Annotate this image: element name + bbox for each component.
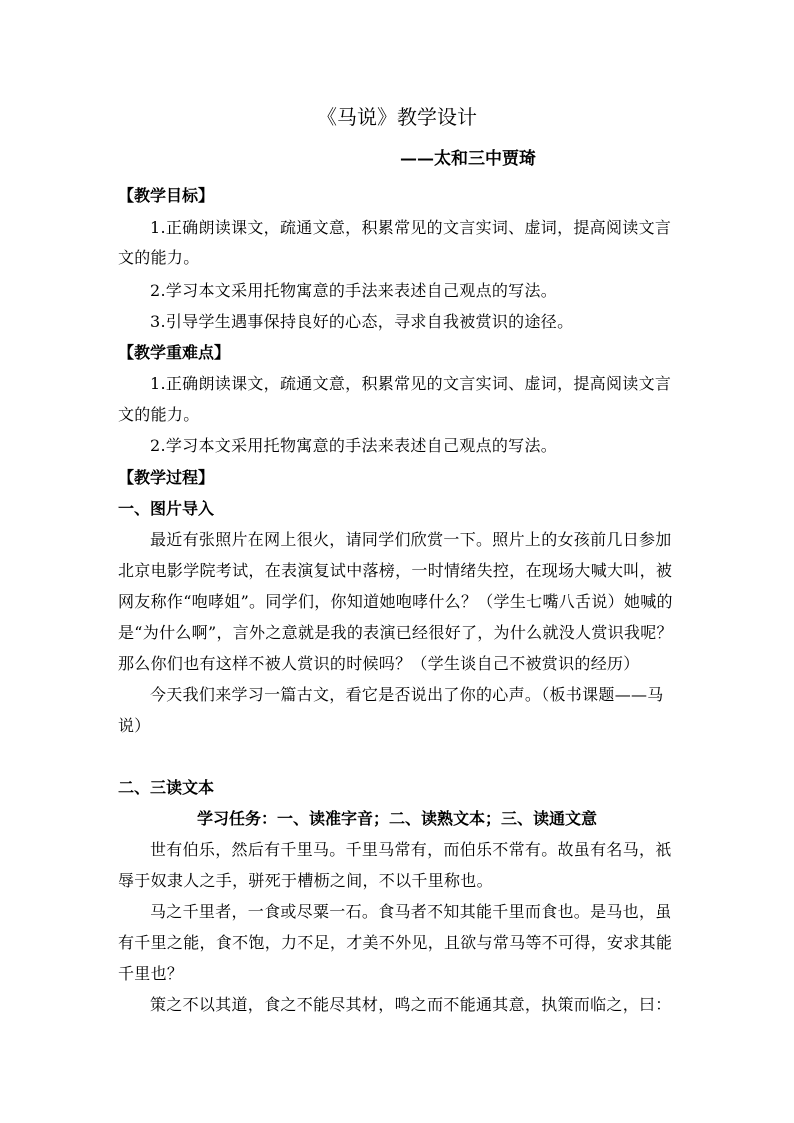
section1-paragraph-line: 今天我们来学习一篇古文，看它是否说出了你的心声。（板书课题——马 bbox=[150, 685, 664, 704]
section1-paragraph-line: 说） bbox=[118, 716, 151, 735]
key-points-heading: 【教学重难点】 bbox=[118, 343, 231, 362]
section1-paragraph-line: 是“为什么啊”，言外之意就是我的表演已经很好了，为什么就没人赏识我呢？ bbox=[118, 623, 673, 642]
objectives-heading: 【教学目标】 bbox=[118, 186, 215, 205]
classical-text-line: 世有伯乐，然后有千里马。千里马常有，而伯乐不常有。故虽有名马，祇 bbox=[150, 840, 672, 859]
objective-item-1-cont: 文的能力。 bbox=[118, 248, 200, 267]
key-point-item-2: 2.学习本文采用托物寓意的手法来表述自己观点的写法。 bbox=[150, 436, 558, 455]
classical-text-line: 策之不以其道，食之不能尽其材，鸣之而不能通其意，执策而临之，曰： bbox=[150, 995, 672, 1014]
section1-heading: 一、图片导入 bbox=[118, 499, 215, 518]
classical-text-line: 有千里之能，食不饱，力不足，才美不外见，且欲与常马等不可得，安求其能 bbox=[118, 933, 673, 952]
document-title: 《马说》教学设计 bbox=[317, 105, 477, 129]
classical-text-line: 千里也？ bbox=[118, 964, 184, 983]
key-point-item-1-cont: 文的能力。 bbox=[118, 405, 200, 424]
learning-task: 学习任务：一、读准字音；二、读熟文本；三、读通文意 bbox=[196, 809, 597, 828]
key-point-item-1: 1.正确朗读课文，疏通文意，积累常见的文言实词、虚词，提高阅读文言 bbox=[150, 374, 672, 393]
section1-paragraph-line: 最近有张照片在网上很火，请同学们欣赏一下。照片上的女孩前几日参加 bbox=[150, 530, 672, 549]
objective-item-1: 1.正确朗读课文，疏通文意，积累常见的文言实词、虚词，提高阅读文言 bbox=[150, 218, 672, 237]
process-heading: 【教学过程】 bbox=[118, 468, 215, 487]
section1-paragraph-line: 那么你们也有这样不被人赏识的时候吗？（学生谈自己不被赏识的经历） bbox=[118, 654, 640, 673]
section2-heading: 二、三读文本 bbox=[118, 778, 215, 797]
objective-item-3: 3.引导学生遇事保持良好的心态，寻求自我被赏识的途径。 bbox=[150, 312, 574, 331]
document-author: ——太和三中贾琦 bbox=[400, 149, 536, 169]
section1-paragraph-line: 北京电影学院考试，在表演复试中落榜，一时情绪失控，在现场大喊大叫，被 bbox=[118, 561, 673, 580]
objective-item-2: 2.学习本文采用托物寓意的手法来表述自己观点的写法。 bbox=[150, 281, 558, 300]
classical-text-line: 辱于奴隶人之手，骈死于槽枥之间，不以千里称也。 bbox=[118, 871, 493, 890]
section1-paragraph-line: 网友称作“咆哮姐”。同学们，你知道她咆哮什么？（学生七嘴八舌说）她喊的 bbox=[118, 592, 673, 611]
classical-text-line: 马之千里者，一食或尽粟一石。食马者不知其能千里而食也。是马也，虽 bbox=[150, 902, 672, 921]
